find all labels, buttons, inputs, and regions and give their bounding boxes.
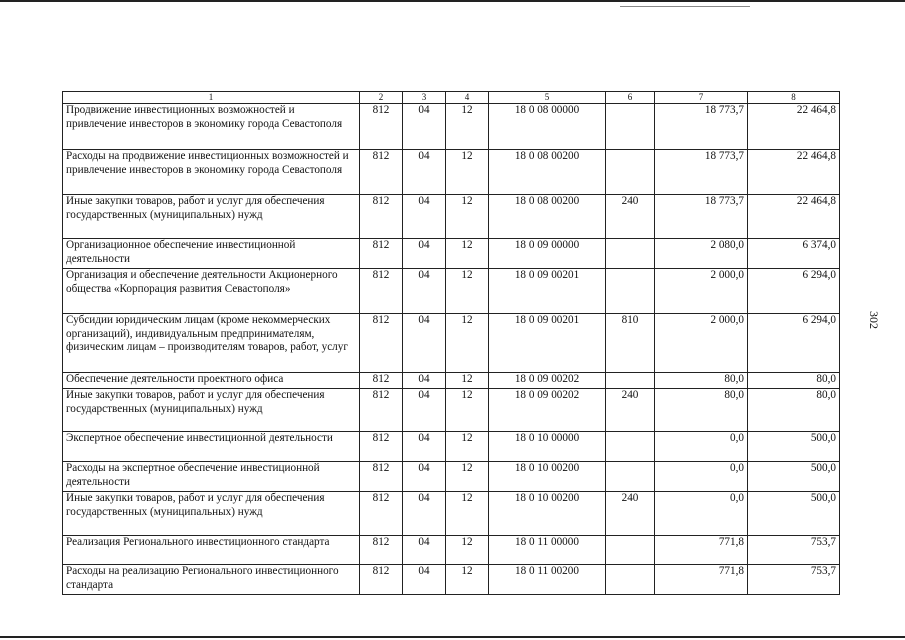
section-code-cell: 04 [403,565,446,595]
subsection-code-cell: 12 [446,389,489,432]
subsection-code-cell: 12 [446,373,489,389]
expense-type-cell [606,373,655,389]
admin-code-cell: 812 [360,536,403,565]
row-name-cell: Иные закупки товаров, работ и услуг для обеспечения государственных (муниципальных) нужд [63,389,360,432]
expense-type-cell [606,150,655,195]
section-code-cell: 04 [403,314,446,373]
admin-code-cell: 812 [360,373,403,389]
row-name-cell: Расходы на экспертное обеспечение инвестиционной деятельности [63,462,360,492]
subsection-code-cell: 12 [446,104,489,150]
subsection-code-cell: 12 [446,314,489,373]
amount-year2-cell: 80,0 [748,389,840,432]
subsection-code-cell: 12 [446,432,489,462]
subsection-code-cell: 12 [446,195,489,239]
amount-year2-cell: 500,0 [748,432,840,462]
amount-year2-cell: 6 294,0 [748,269,840,314]
admin-code-cell: 812 [360,389,403,432]
amount-year1-cell: 18 773,7 [655,195,748,239]
row-name-cell: Субсидии юридическим лицам (кроме некоммерческих организаций), индивидуальным предпринимателям, физическим лицам – производителям товаров, работ, услуг [63,314,360,373]
target-article-cell: 18 0 11 00000 [489,536,606,565]
table-row [63,565,840,595]
expense-type-cell [606,432,655,462]
amount-year1-cell: 80,0 [655,389,748,432]
admin-code-cell: 812 [360,239,403,269]
row-name-cell: Иные закупки товаров, работ и услуг для обеспечения государственных (муниципальных) нужд [63,195,360,239]
admin-code-cell: 812 [360,195,403,239]
target-article-cell: 18 0 09 00201 [489,314,606,373]
expense-type-cell [606,239,655,269]
row-name-cell: Расходы на продвижение инвестиционных возможностей и привлечение инвесторов в экономику города Севастополя [63,150,360,195]
table-row [63,239,840,269]
amount-year1-cell: 0,0 [655,462,748,492]
table-row [63,314,840,373]
budget-table-body [63,104,840,595]
expense-type-cell: 240 [606,389,655,432]
subsection-code-cell: 12 [446,536,489,565]
target-article-cell: 18 0 09 00201 [489,269,606,314]
subsection-code-cell: 12 [446,492,489,536]
section-code-cell: 04 [403,373,446,389]
amount-year1-cell: 0,0 [655,492,748,536]
section-code-cell: 04 [403,536,446,565]
amount-year1-cell: 0,0 [655,432,748,462]
amount-year2-cell: 80,0 [748,373,840,389]
section-code-cell: 04 [403,239,446,269]
amount-year1-cell: 18 773,7 [655,150,748,195]
subsection-code-cell: 12 [446,150,489,195]
amount-year2-cell: 6 374,0 [748,239,840,269]
target-article-cell: 18 0 08 00200 [489,150,606,195]
amount-year1-cell: 771,8 [655,536,748,565]
admin-code-cell: 812 [360,150,403,195]
expense-type-cell: 240 [606,492,655,536]
expense-type-cell: 810 [606,314,655,373]
target-article-cell: 18 0 09 00202 [489,373,606,389]
amount-year1-cell: 2 080,0 [655,239,748,269]
column-number-row [63,92,840,104]
row-name-cell: Реализация Регионального инвестиционного стандарта [63,536,360,565]
amount-year2-cell: 22 464,8 [748,150,840,195]
expense-type-cell [606,565,655,595]
admin-code-cell: 812 [360,104,403,150]
target-article-cell: 18 0 10 00200 [489,492,606,536]
expense-type-cell [606,536,655,565]
target-article-cell: 18 0 09 00202 [489,389,606,432]
expense-type-cell [606,462,655,492]
table-row [63,492,840,536]
subsection-code-cell: 12 [446,269,489,314]
row-name-cell: Организационное обеспечение инвестиционной деятельности [63,239,360,269]
admin-code-cell: 812 [360,492,403,536]
table-row [63,373,840,389]
amount-year1-cell: 18 773,7 [655,104,748,150]
admin-code-cell: 812 [360,314,403,373]
budget-table [62,91,840,595]
section-code-cell: 04 [403,432,446,462]
column-header: 7 [655,92,748,104]
row-name-cell: Экспертное обеспечение инвестиционной деятельности [63,432,360,462]
table-row [63,432,840,462]
top-scan-mark [620,6,750,7]
table-row [63,269,840,314]
row-name-cell: Обеспечение деятельности проектного офиса [63,373,360,389]
column-header: 6 [606,92,655,104]
section-code-cell: 04 [403,462,446,492]
table-row [63,195,840,239]
expense-type-cell [606,104,655,150]
admin-code-cell: 812 [360,432,403,462]
table-row [63,104,840,150]
amount-year1-cell: 80,0 [655,373,748,389]
bottom-scan-edge [0,636,905,638]
row-name-cell: Расходы на реализацию Регионального инвестиционного стандарта [63,565,360,595]
subsection-code-cell: 12 [446,462,489,492]
table-row [63,536,840,565]
expense-type-cell: 240 [606,195,655,239]
row-name-cell: Иные закупки товаров, работ и услуг для обеспечения государственных (муниципальных) нужд [63,492,360,536]
admin-code-cell: 812 [360,462,403,492]
admin-code-cell: 812 [360,269,403,314]
row-name-cell: Организация и обеспечение деятельности Акционерного общества «Корпорация развития Севастополя» [63,269,360,314]
column-header: 2 [360,92,403,104]
section-code-cell: 04 [403,195,446,239]
top-scan-edge [0,0,905,2]
column-header: 5 [489,92,606,104]
target-article-cell: 18 0 11 00200 [489,565,606,595]
section-code-cell: 04 [403,492,446,536]
table-row [63,150,840,195]
amount-year2-cell: 500,0 [748,492,840,536]
table-row [63,462,840,492]
amount-year2-cell: 22 464,8 [748,104,840,150]
target-article-cell: 18 0 10 00200 [489,462,606,492]
target-article-cell: 18 0 08 00200 [489,195,606,239]
amount-year2-cell: 753,7 [748,565,840,595]
target-article-cell: 18 0 10 00000 [489,432,606,462]
section-code-cell: 04 [403,104,446,150]
page-number: 302 [867,311,881,329]
amount-year2-cell: 22 464,8 [748,195,840,239]
subsection-code-cell: 12 [446,239,489,269]
target-article-cell: 18 0 08 00000 [489,104,606,150]
admin-code-cell: 812 [360,565,403,595]
target-article-cell: 18 0 09 00000 [489,239,606,269]
column-header: 3 [403,92,446,104]
amount-year2-cell: 500,0 [748,462,840,492]
subsection-code-cell: 12 [446,565,489,595]
amount-year2-cell: 6 294,0 [748,314,840,373]
table-row [63,389,840,432]
amount-year2-cell: 753,7 [748,536,840,565]
row-name-cell: Продвижение инвестиционных возможностей и привлечение инвесторов в экономику города Севастополя [63,104,360,150]
amount-year1-cell: 2 000,0 [655,314,748,373]
expense-type-cell [606,269,655,314]
column-header: 1 [63,92,360,104]
column-header: 8 [748,92,840,104]
section-code-cell: 04 [403,389,446,432]
amount-year1-cell: 2 000,0 [655,269,748,314]
section-code-cell: 04 [403,269,446,314]
column-header: 4 [446,92,489,104]
amount-year1-cell: 771,8 [655,565,748,595]
section-code-cell: 04 [403,150,446,195]
